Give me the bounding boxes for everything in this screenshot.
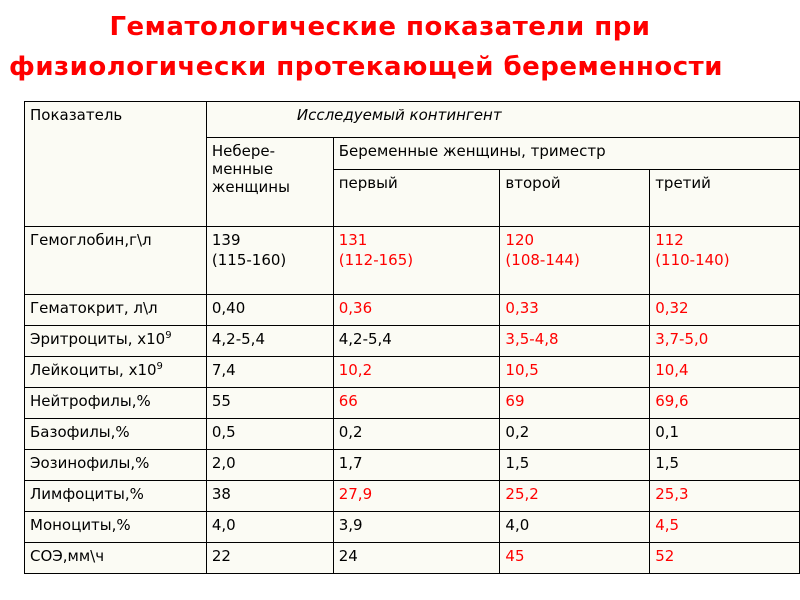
value-nonpregnant <box>206 419 333 450</box>
value-trimester-3 <box>650 481 800 512</box>
value-trimester-1-line: 3,9 <box>338 516 363 534</box>
value-trimester-2-line: 69 <box>505 392 525 410</box>
row-indicator-label: Лейкоциты, х10 <box>30 361 157 379</box>
value-trimester-1-line: 4,2-5,4 <box>338 330 392 348</box>
value-trimester-1 <box>333 227 500 295</box>
value-nonpregnant-line: 7,4 <box>211 361 236 379</box>
row-indicator-label: Базофилы,% <box>30 423 130 441</box>
value-nonpregnant <box>206 388 333 419</box>
value-nonpregnant-line: 22 <box>211 547 231 565</box>
row-indicator-label: Лимфоциты,% <box>30 485 144 503</box>
value-trimester-2 <box>500 481 650 512</box>
value-trimester-2 <box>500 227 650 295</box>
value-trimester-3 <box>650 388 800 419</box>
header-nonpregnant <box>206 138 333 227</box>
value-trimester-2 <box>500 326 650 357</box>
value-trimester-2-line: 45 <box>505 547 525 565</box>
value-trimester-1-line: 0,2 <box>338 423 363 441</box>
value-trimester-2 <box>500 295 650 326</box>
row-indicator-name <box>25 543 207 574</box>
value-nonpregnant-line: 4,0 <box>211 516 236 534</box>
value-trimester-3 <box>650 543 800 574</box>
value-trimester-1 <box>333 357 500 388</box>
value-trimester-2 <box>500 419 650 450</box>
header-trimester-first: первый <box>333 170 500 227</box>
value-nonpregnant-line: 0,5 <box>211 423 236 441</box>
table-row <box>25 357 800 388</box>
value-trimester-1-line: 27,9 <box>338 485 373 503</box>
value-trimester-1 <box>333 450 500 481</box>
value-trimester-3 <box>650 419 800 450</box>
value-trimester-1-line: 131 <box>338 231 368 249</box>
row-indicator-label: Эозинофилы,% <box>30 454 150 472</box>
value-trimester-2-line: 0,2 <box>505 423 530 441</box>
value-trimester-3 <box>650 450 800 481</box>
table-row <box>25 227 800 295</box>
value-trimester-3 <box>650 326 800 357</box>
value-trimester-1-line: 1,7 <box>338 454 363 472</box>
header-indicator: Показатель <box>25 102 207 227</box>
row-indicator-label: Эритроциты, х10 <box>30 330 166 348</box>
hematology-table <box>24 101 800 574</box>
value-nonpregnant <box>206 227 333 295</box>
value-nonpregnant <box>206 357 333 388</box>
row-indicator-name <box>25 295 207 326</box>
value-trimester-3-line: 4,5 <box>655 516 680 534</box>
value-nonpregnant-line: 4,2-5,4 <box>211 330 265 348</box>
value-trimester-3 <box>650 295 800 326</box>
row-indicator-name <box>25 512 207 543</box>
value-trimester-2 <box>500 450 650 481</box>
row-indicator-name <box>25 357 207 388</box>
value-trimester-3-line: 69,6 <box>655 392 689 410</box>
value-nonpregnant-line: (115-160) <box>211 251 287 269</box>
header-nonpregnant-line-3: женщины <box>211 178 290 196</box>
value-trimester-1 <box>333 295 500 326</box>
value-nonpregnant <box>206 481 333 512</box>
value-trimester-2 <box>500 388 650 419</box>
value-trimester-2-line: 0,33 <box>505 299 539 317</box>
row-indicator-name <box>25 326 207 357</box>
value-trimester-3-line: 0,32 <box>655 299 689 317</box>
value-trimester-3-line: 3,7-5,0 <box>655 330 709 348</box>
value-trimester-3-line: 0,1 <box>655 423 680 441</box>
page-title-line-2: физиологически протекающей беременности <box>9 52 723 82</box>
value-trimester-3-line: 112 <box>655 231 684 249</box>
table-row <box>25 388 800 419</box>
value-trimester-1-line: 66 <box>338 392 358 410</box>
row-indicator-name <box>25 227 207 295</box>
header-contingent: Исследуемый контингент <box>206 102 799 138</box>
row-indicator-exponent: 9 <box>156 361 163 372</box>
value-trimester-1 <box>333 419 500 450</box>
value-trimester-3 <box>650 512 800 543</box>
row-indicator-exponent: 9 <box>165 330 172 341</box>
header-nonpregnant-line-2: менные <box>211 160 274 178</box>
value-trimester-2-line: 120 <box>505 231 535 249</box>
value-trimester-2-line: 25,2 <box>505 485 539 503</box>
header-trimester-second: второй <box>500 170 650 227</box>
value-nonpregnant <box>206 326 333 357</box>
row-indicator-label: Гемоглобин,г\л <box>30 231 152 249</box>
value-trimester-1 <box>333 481 500 512</box>
value-trimester-2 <box>500 512 650 543</box>
table-row <box>25 419 800 450</box>
value-trimester-3-line: 10,4 <box>655 361 689 379</box>
value-nonpregnant-line: 139 <box>211 231 241 249</box>
table-row <box>25 326 800 357</box>
value-trimester-1-line: 24 <box>338 547 358 565</box>
table-row <box>25 512 800 543</box>
table-header-row-1 <box>25 102 800 138</box>
row-indicator-name <box>25 450 207 481</box>
value-nonpregnant-line: 2,0 <box>211 454 236 472</box>
row-indicator-name <box>25 388 207 419</box>
row-indicator-name <box>25 481 207 512</box>
value-nonpregnant <box>206 543 333 574</box>
table-row <box>25 481 800 512</box>
value-trimester-3 <box>650 357 800 388</box>
value-trimester-1 <box>333 326 500 357</box>
row-indicator-name <box>25 419 207 450</box>
value-trimester-1 <box>333 512 500 543</box>
value-nonpregnant-line: 38 <box>211 485 231 503</box>
value-trimester-2 <box>500 543 650 574</box>
value-nonpregnant <box>206 450 333 481</box>
value-trimester-3-line: (110-140) <box>655 251 730 269</box>
value-trimester-2-line: 1,5 <box>505 454 530 472</box>
table-row <box>25 295 800 326</box>
value-trimester-1 <box>333 543 500 574</box>
value-nonpregnant <box>206 295 333 326</box>
value-trimester-2 <box>500 357 650 388</box>
page-title-line-1: Гематологические показатели при <box>109 12 651 42</box>
value-nonpregnant-line: 55 <box>211 392 231 410</box>
value-trimester-2-line: 3,5-4,8 <box>505 330 559 348</box>
value-trimester-2-line: 4,0 <box>505 516 530 534</box>
value-trimester-3-line: 1,5 <box>655 454 680 472</box>
value-trimester-1-line: 10,2 <box>338 361 373 379</box>
row-indicator-label: Моноциты,% <box>30 516 131 534</box>
value-trimester-3 <box>650 227 800 295</box>
header-trimester-third: третий <box>650 170 800 227</box>
row-indicator-label: СОЭ,мм\ч <box>30 547 105 565</box>
row-indicator-label: Нейтрофилы,% <box>30 392 151 410</box>
row-indicator-label: Гематокрит, л\л <box>30 299 158 317</box>
value-trimester-1-line: 0,36 <box>338 299 373 317</box>
value-trimester-3-line: 25,3 <box>655 485 689 503</box>
value-trimester-3-line: 52 <box>655 547 675 565</box>
table-row <box>25 543 800 574</box>
value-trimester-2-line: 10,5 <box>505 361 539 379</box>
value-trimester-1-line: (112-165) <box>338 251 414 269</box>
value-nonpregnant <box>206 512 333 543</box>
table-row <box>25 450 800 481</box>
header-pregnant: Беременные женщины, триместр <box>333 138 799 170</box>
value-trimester-2-line: (108-144) <box>505 251 580 269</box>
header-nonpregnant-line-1: Небере- <box>211 142 276 160</box>
value-trimester-1 <box>333 388 500 419</box>
value-nonpregnant-line: 0,40 <box>211 299 246 317</box>
